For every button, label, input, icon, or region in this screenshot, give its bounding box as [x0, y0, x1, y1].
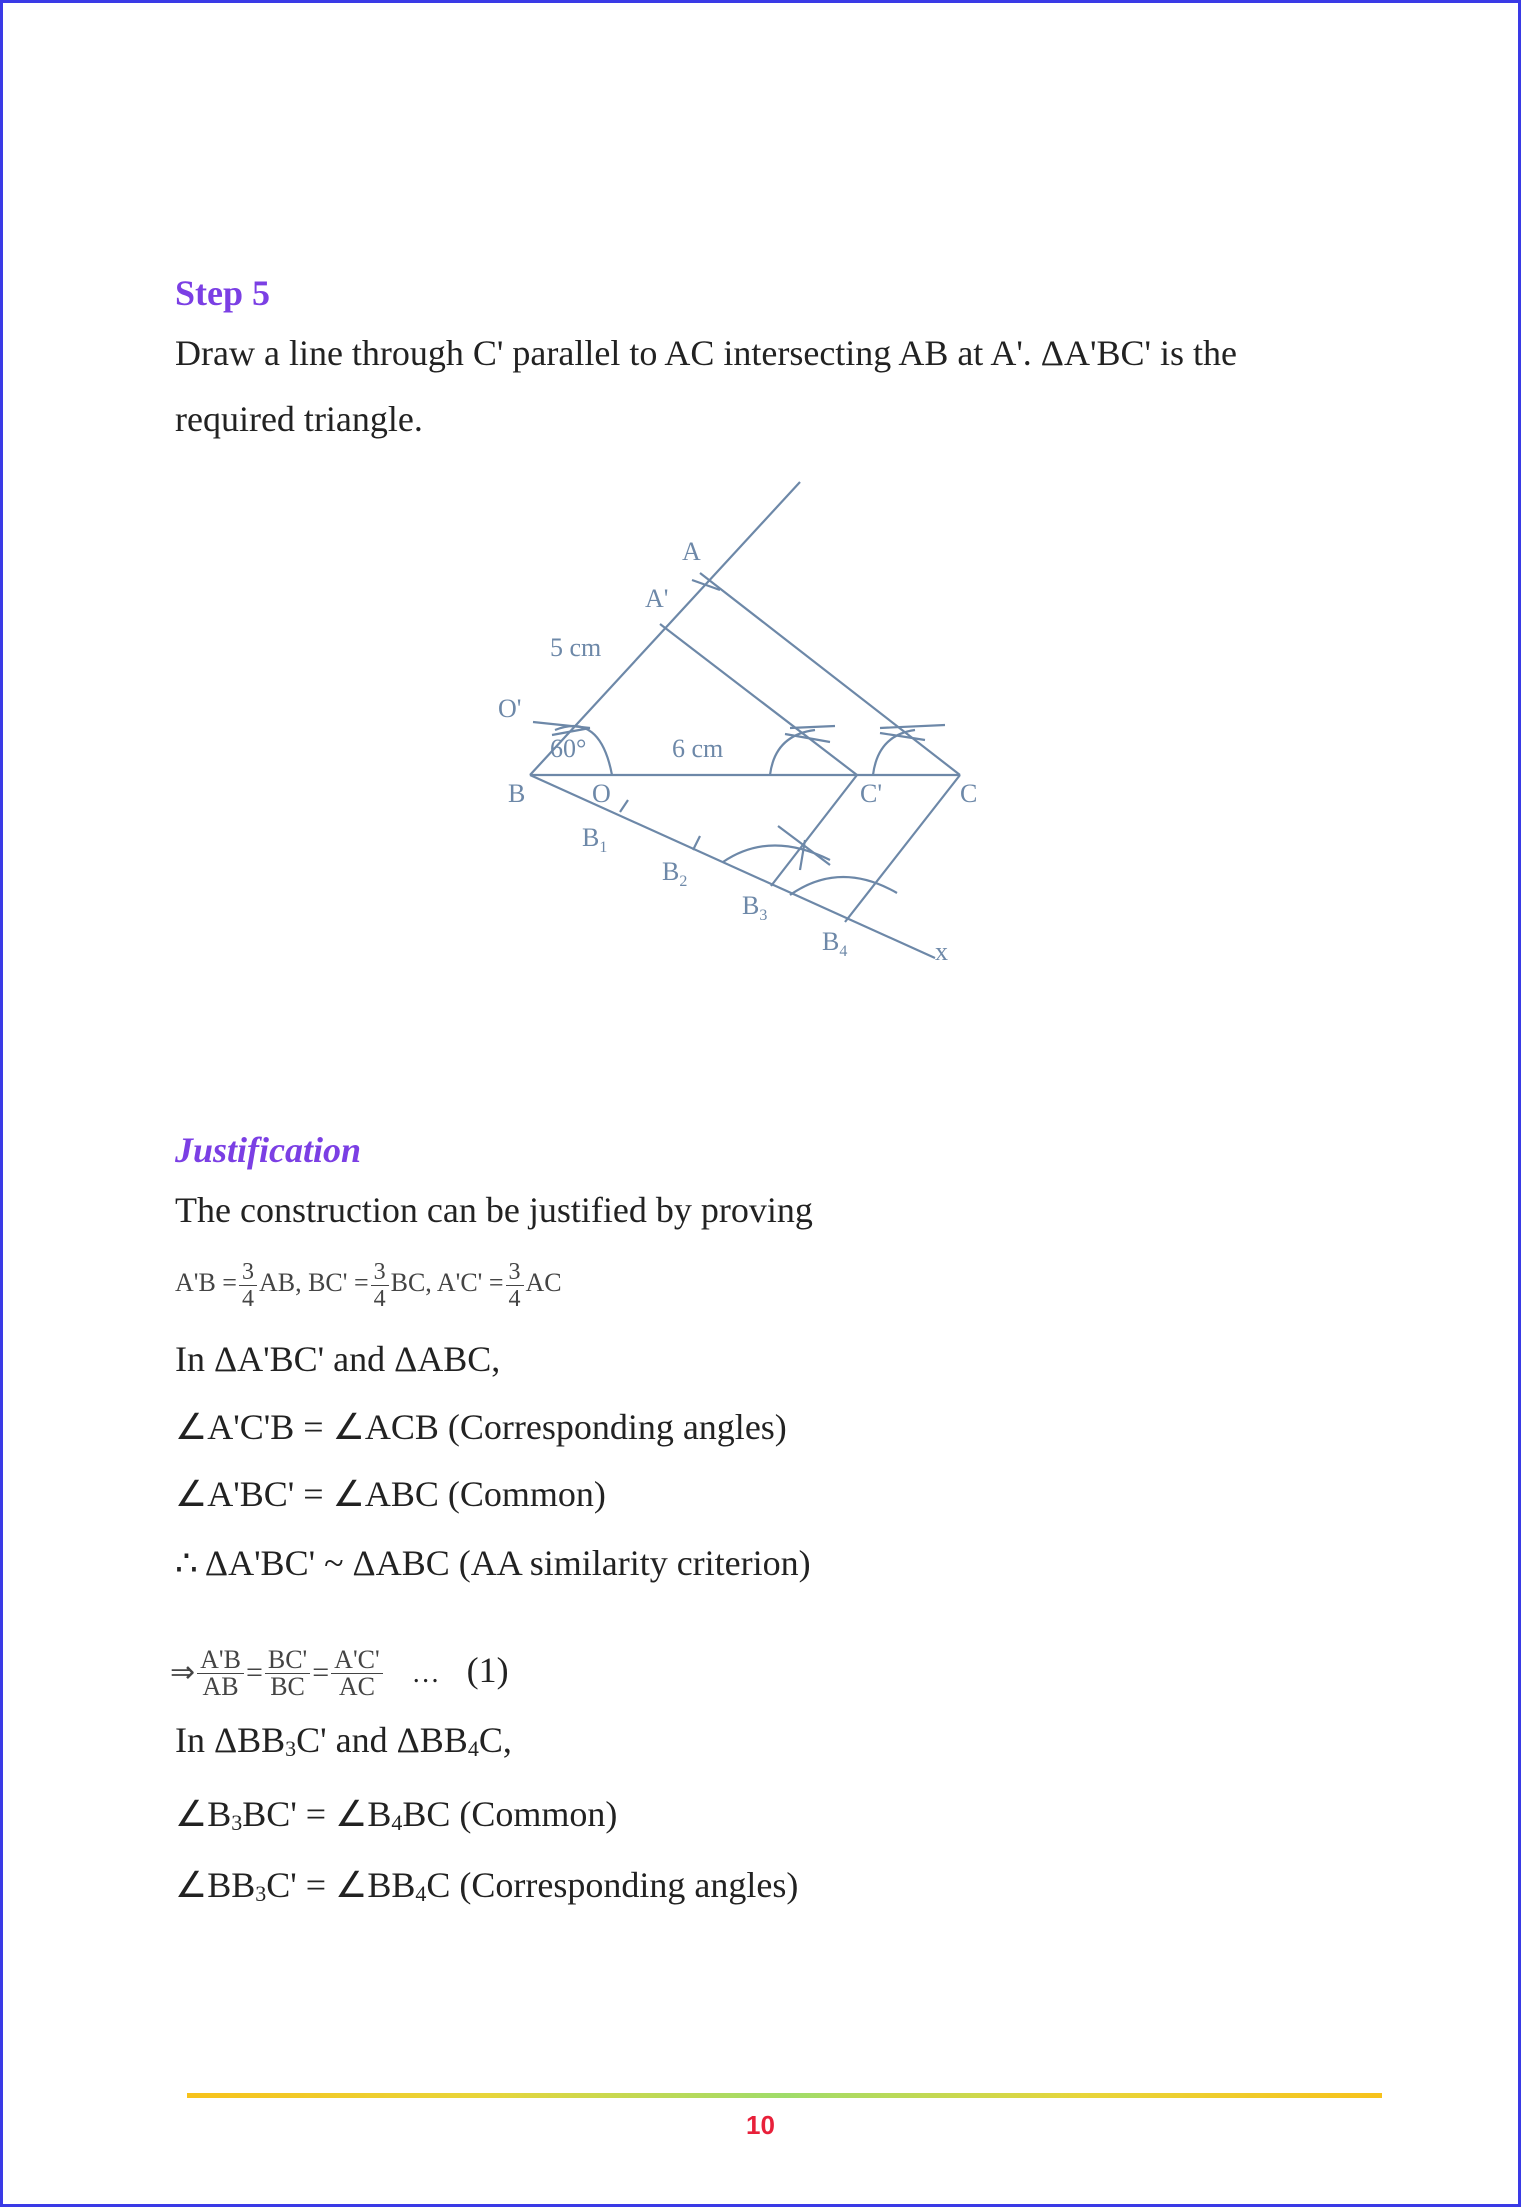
label-c-prime: C' — [860, 779, 883, 808]
label-b1: $B_1$ — [582, 823, 608, 856]
label-b2: $B_2$ — [662, 857, 688, 890]
step-text-line2: required triangle. — [175, 399, 423, 439]
line-corresponding: ∠A'C'B = ∠ACB (Corresponding angles) — [175, 1407, 787, 1447]
ratio-equation: ⇒ $\frac{A'B}{AB}$ = $\frac{BC'}{BC}$ = $\frac{A'C'}{AC}$ … (1) — [170, 1645, 509, 1702]
arc-b4 — [790, 877, 897, 895]
label-o: O — [592, 779, 611, 808]
line-triangles: In ΔA'BC' and ΔABC, — [175, 1339, 501, 1379]
label-x: x — [935, 937, 948, 966]
label-o-prime: O' — [498, 694, 522, 723]
page-number: 10 — [746, 2110, 775, 2140]
label-bc-length: 6 cm — [672, 734, 724, 763]
label-b: B — [508, 779, 526, 808]
step-heading: Step 5 — [175, 273, 271, 313]
line-ac — [700, 573, 960, 775]
label-b3: $B_3$ — [742, 891, 768, 924]
label-c: C — [960, 779, 978, 808]
justification-intro: The construction can be justified by proving — [175, 1190, 813, 1230]
line-common: ∠A'BC' = ∠ABC (Common) — [175, 1474, 606, 1514]
line-similarity: ∴ ΔA'BC' ~ ΔABC (AA similarity criterion) — [175, 1543, 811, 1583]
justification-heading: Justification — [175, 1130, 362, 1170]
label-a-prime: A' — [645, 584, 669, 613]
line-common-2: $\angle B_3BC'$ = $\angle B_4BC$ (Common) — [175, 1794, 618, 1835]
label-a: A — [682, 537, 701, 566]
label-b4: $B_4$ — [822, 927, 848, 960]
footer-divider — [187, 2093, 1382, 2098]
line-triangles-2: In $\Delta BB_3C'$ and $\Delta BB_4C$, — [175, 1720, 512, 1761]
step-text-line1: Draw a line through C' parallel to AC intersecting AB at A'. ΔA'BC' is the — [175, 333, 1237, 373]
label-ab-length: 5 cm — [550, 633, 602, 662]
label-angle: 60° — [550, 734, 587, 763]
ratio-statement: A'B = $\frac{3}{4}$ AB, BC' = $\frac{3}{4}$ BC, A'C' = $\frac{3}{4}$ AC — [175, 1258, 562, 1312]
line-corresponding-2: $\angle BB_3C'$ = $\angle BB_4C$ (Corresponding angles) — [175, 1865, 799, 1906]
